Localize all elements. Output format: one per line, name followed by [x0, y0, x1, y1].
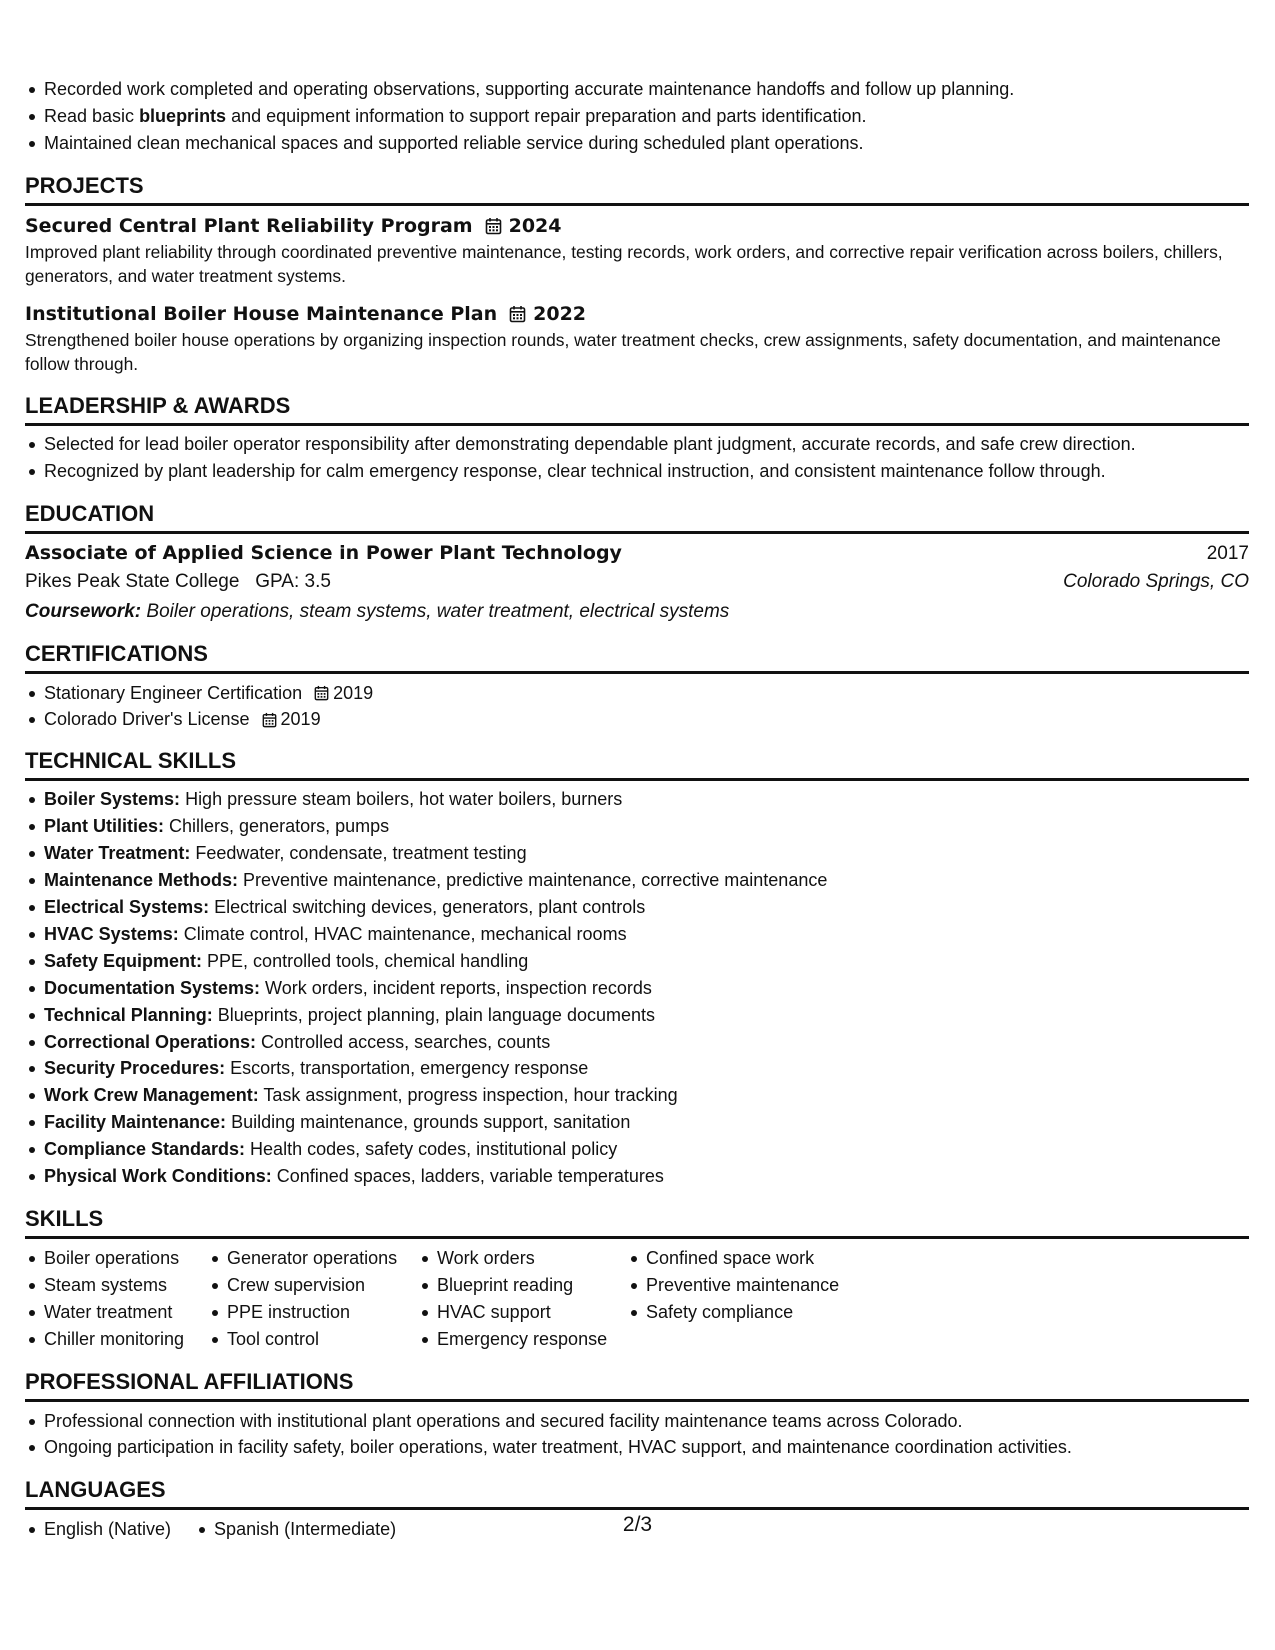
- technical-skill-label: Boiler Systems:: [44, 789, 181, 810]
- technical-skill-item: [25, 813, 1249, 840]
- technical-skills-section: [25, 748, 1249, 1190]
- technical-skill-value: Preventive maintenance, predictive maintenance, corrective maintenance: [238, 870, 828, 891]
- projects-section: [25, 173, 1249, 376]
- skill-item: HVAC support: [418, 1299, 627, 1326]
- technical-skill-label: Water Treatment:: [44, 843, 191, 864]
- skill-item: Work orders: [418, 1245, 627, 1272]
- experience-bullets: [25, 76, 1249, 157]
- list-item: Recognized by plant leadership for calm emergency response, clear technical instruction, and consistent maintenance follow through.: [25, 458, 1249, 485]
- technical-skill-item: [25, 867, 1249, 894]
- certifications-section: [25, 641, 1249, 734]
- skill-item: Tool control: [208, 1326, 418, 1353]
- project-name: Institutional Boiler House Maintenance Plan: [25, 302, 498, 325]
- technical-skill-item: [25, 1055, 1249, 1082]
- skills-column: [25, 1245, 208, 1353]
- technical-skill-label: Security Procedures:: [44, 1058, 226, 1079]
- technical-skill-value: High pressure steam boilers, hot water boilers, burners: [180, 789, 623, 810]
- certification-item: Colorado Driver's License 2019: [25, 706, 1249, 733]
- technical-skill-label: Electrical Systems:: [44, 896, 210, 917]
- education-section: [25, 501, 1249, 627]
- technical-skill-value: Work orders, incident reports, inspection records: [260, 977, 652, 998]
- technical-skill-value: Electrical switching devices, generators, plant controls: [209, 896, 646, 917]
- skill-item: Blueprint reading: [418, 1272, 627, 1299]
- skill-item: Water treatment: [25, 1299, 208, 1326]
- technical-skill-item: [25, 1136, 1249, 1163]
- page-number: 2/3: [622, 1513, 653, 1536]
- experience-bullet: Read basic blueprints and equipment information to support repair preparation and parts identification.: [25, 103, 1249, 130]
- technical-skill-value: Climate control, HVAC maintenance, mechanical rooms: [178, 923, 627, 944]
- skills-column: [208, 1245, 418, 1353]
- affiliations-list: [25, 1408, 1249, 1462]
- calendar-icon: [314, 685, 329, 701]
- project-year: 2022: [533, 302, 587, 325]
- skills-column: [627, 1245, 847, 1353]
- skill-item: Crew supervision: [208, 1272, 418, 1299]
- technical-skill-item: [25, 1029, 1249, 1056]
- technical-skill-label: Facility Maintenance:: [44, 1112, 227, 1133]
- skill-item: Safety compliance: [627, 1299, 847, 1326]
- technical-skill-value: Feedwater, condensate, treatment testing: [190, 843, 527, 864]
- calendar-icon: [509, 305, 526, 323]
- technical-skill-label: Work Crew Management:: [44, 1085, 259, 1106]
- skills-grid: [25, 1245, 1249, 1353]
- list-item: Selected for lead boiler operator responsibility after demonstrating dependable plant judgment, accurate records, and safe crew direction.: [25, 431, 1249, 458]
- technical-skills-list: [25, 786, 1249, 1190]
- language-item: Spanish (Intermediate): [195, 1516, 396, 1543]
- skill-item: Confined space work: [627, 1245, 847, 1272]
- project-name: Secured Central Plant Reliability Program: [25, 214, 473, 237]
- project-description: Improved plant reliability through coordinated preventive maintenance, testing records, work orders, and corrective repair verification across boilers, chillers, generators, and water treatment systems.: [25, 241, 1223, 286]
- technical-skill-label: Safety Equipment:: [44, 950, 203, 971]
- certification-item: Stationary Engineer Certification 2019: [25, 680, 1249, 707]
- technical-skill-label: Correctional Operations:: [44, 1031, 257, 1052]
- list-item: Ongoing participation in facility safety, boiler operations, water treatment, HVAC support, and maintenance coordination activities.: [25, 1434, 1249, 1461]
- education-coursework: Coursework: Boiler operations, steam systems, water treatment, electrical systems: [25, 600, 730, 622]
- skill-item: Steam systems: [25, 1272, 208, 1299]
- technical-skill-item: [25, 1082, 1249, 1109]
- technical-skill-item: [25, 840, 1249, 867]
- technical-skill-value: Chillers, generators, pumps: [164, 816, 390, 837]
- section-title-affiliations: PROFESSIONAL AFFILIATIONS: [25, 1369, 1249, 1402]
- technical-skill-value: Building maintenance, grounds support, sanitation: [226, 1112, 631, 1133]
- technical-skill-value: Task assignment, progress inspection, hour tracking: [258, 1085, 678, 1106]
- technical-skill-label: Technical Planning:: [44, 1004, 213, 1025]
- affiliations-section: [25, 1369, 1249, 1462]
- section-title-skills: SKILLS: [25, 1206, 1249, 1239]
- technical-skill-value: Controlled access, searches, counts: [256, 1031, 551, 1052]
- technical-skill-item: [25, 1002, 1249, 1029]
- skill-item: Chiller monitoring: [25, 1326, 208, 1353]
- education-location: Colorado Springs, CO: [1063, 570, 1249, 592]
- section-title-languages: LANGUAGES: [25, 1477, 1249, 1510]
- technical-skill-item: [25, 975, 1249, 1002]
- technical-skill-item: [25, 894, 1249, 921]
- section-title-education: EDUCATION: [25, 501, 1249, 534]
- list-item: Professional connection with institutional plant operations and secured facility maintenance teams across Colorado.: [25, 1408, 1249, 1435]
- language-item: English (Native): [25, 1516, 171, 1543]
- section-title-technical-skills: TECHNICAL SKILLS: [25, 748, 1249, 781]
- project-item: [25, 301, 1249, 376]
- education-gpa: GPA: 3.5: [255, 570, 331, 592]
- technical-skill-label: Compliance Standards:: [44, 1139, 246, 1160]
- technical-skill-value: Confined spaces, ladders, variable temperatures: [271, 1166, 664, 1187]
- technical-skill-value: Blueprints, project planning, plain language documents: [212, 1004, 655, 1025]
- skills-section: [25, 1206, 1249, 1353]
- technical-skill-value: Health codes, safety codes, institutional policy: [245, 1139, 618, 1160]
- technical-skill-label: HVAC Systems:: [44, 923, 179, 944]
- skill-item: Generator operations: [208, 1245, 418, 1272]
- technical-skill-value: Escorts, transportation, emergency response: [225, 1058, 589, 1079]
- technical-skill-item: [25, 786, 1249, 813]
- project-year: 2024: [508, 214, 562, 237]
- certifications-list: [25, 680, 1249, 734]
- technical-skill-label: Plant Utilities:: [44, 816, 165, 837]
- technical-skill-item: [25, 921, 1249, 948]
- technical-skill-item: [25, 1163, 1249, 1190]
- skill-item: PPE instruction: [208, 1299, 418, 1326]
- technical-skill-label: Maintenance Methods:: [44, 870, 239, 891]
- education-school: Pikes Peak State College: [25, 570, 240, 592]
- project-description: Strengthened boiler house operations by organizing inspection rounds, water treatment checks, crew assignments, safety documentation, and maintenance follow through.: [25, 329, 1221, 374]
- skill-item: Emergency response: [418, 1326, 627, 1353]
- technical-skill-item: [25, 948, 1249, 975]
- experience-bullet: Recorded work completed and operating observations, supporting accurate maintenance handoffs and follow up planning.: [25, 76, 1249, 103]
- technical-skill-value: PPE, controlled tools, chemical handling: [202, 950, 529, 971]
- skills-column: [418, 1245, 627, 1353]
- project-item: [25, 213, 1249, 288]
- section-title-certifications: CERTIFICATIONS: [25, 641, 1249, 674]
- leadership-list: [25, 431, 1249, 485]
- section-title-leadership: LEADERSHIP & AWARDS: [25, 393, 1249, 426]
- experience-bullet: Maintained clean mechanical spaces and supported reliable service during scheduled plant operations.: [25, 130, 1249, 157]
- leadership-section: [25, 393, 1249, 485]
- calendar-icon: [262, 712, 277, 728]
- technical-skill-label: Physical Work Conditions:: [44, 1166, 272, 1187]
- section-title-projects: PROJECTS: [25, 173, 1249, 206]
- technical-skill-label: Documentation Systems:: [44, 977, 261, 998]
- technical-skill-item: [25, 1109, 1249, 1136]
- calendar-icon: [485, 217, 502, 235]
- resume-page: [25, 76, 1249, 1543]
- skill-item: Boiler operations: [25, 1245, 208, 1272]
- education-year: 2017: [1206, 542, 1249, 564]
- education-degree: Associate of Applied Science in Power Plant Technology: [25, 541, 622, 564]
- skill-item: Preventive maintenance: [627, 1272, 847, 1299]
